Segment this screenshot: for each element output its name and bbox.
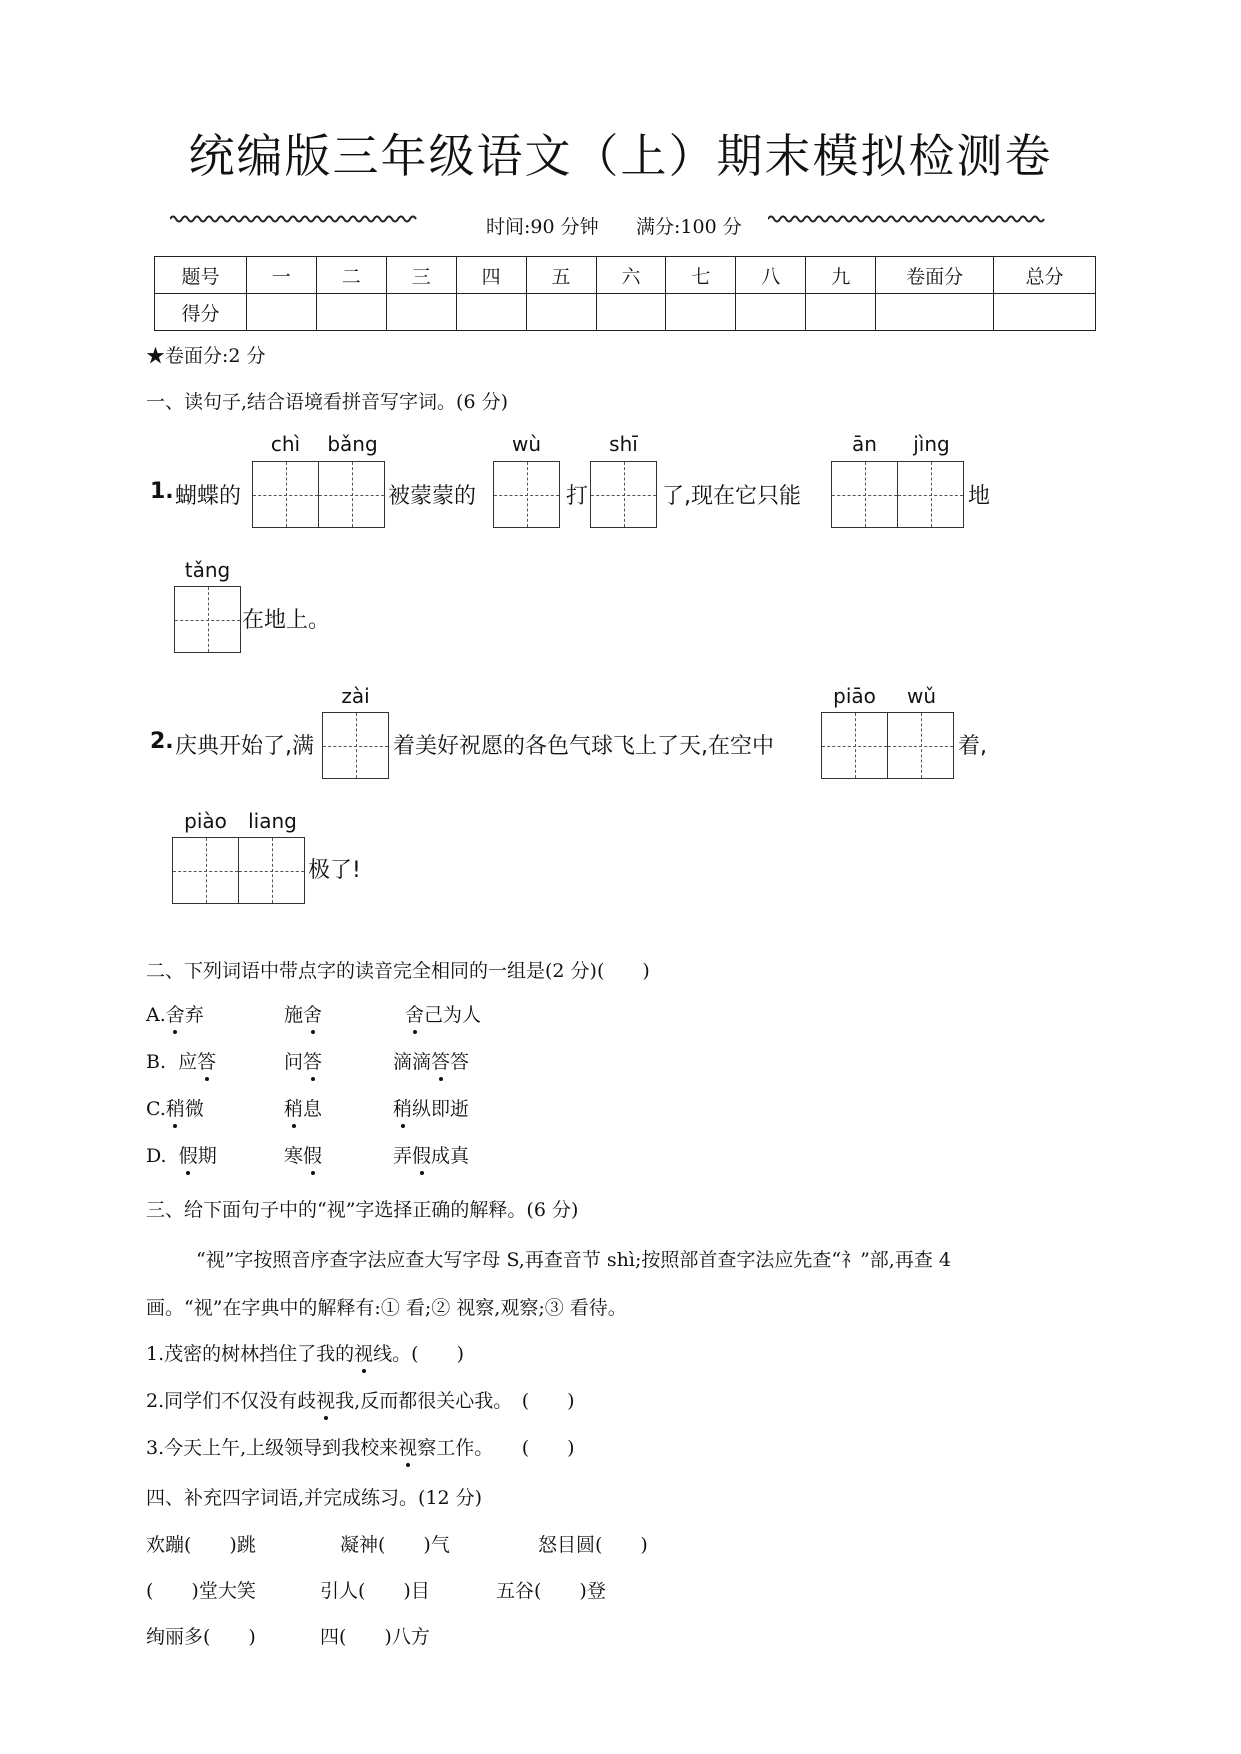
idiom-blank[interactable]: 绚丽多( ) bbox=[146, 1626, 256, 1648]
option-b[interactable]: B. 应答 bbox=[146, 1047, 216, 1074]
idiom-blank[interactable]: 五谷( )登 bbox=[496, 1580, 606, 1602]
answer-box[interactable] bbox=[887, 712, 954, 779]
decorative-wave-right bbox=[768, 213, 1046, 225]
option-b-word-3: 滴滴答答 bbox=[393, 1047, 469, 1074]
q2-text-1: 庆典开始了,满 bbox=[175, 734, 314, 759]
pinyin: zài bbox=[341, 684, 370, 708]
option-label: C. bbox=[146, 1098, 166, 1120]
answer-box[interactable] bbox=[831, 461, 898, 528]
header-cell: 六 bbox=[596, 257, 666, 294]
pinyin: tǎng bbox=[184, 558, 231, 582]
pinyin: ān bbox=[852, 432, 877, 456]
pinyin: piào bbox=[184, 809, 227, 833]
option-label: B. bbox=[146, 1051, 167, 1073]
option-d-word-2: 寒假 bbox=[284, 1141, 322, 1168]
score-cell[interactable] bbox=[386, 294, 456, 331]
q1-text-1: 蝴蝶的 bbox=[175, 484, 242, 509]
question-item: 2.同学们不仅没有歧视我,反而都很关心我。 ( ) bbox=[146, 1386, 575, 1413]
header-cell: 九 bbox=[806, 257, 876, 294]
answer-box[interactable] bbox=[322, 712, 389, 779]
answer-box[interactable] bbox=[174, 586, 241, 653]
option-d[interactable]: D. 假期 bbox=[146, 1141, 217, 1168]
answer-box[interactable] bbox=[238, 837, 305, 904]
idiom-blank[interactable]: 凝神( )气 bbox=[340, 1534, 450, 1556]
option-a-word-2: 施舍 bbox=[284, 1000, 322, 1027]
option-b-word-2: 问答 bbox=[284, 1047, 322, 1074]
answer-box[interactable] bbox=[172, 837, 239, 904]
header-cell: 七 bbox=[666, 257, 736, 294]
question-item: 1.茂密的树林挡住了我的视线。( ) bbox=[146, 1339, 464, 1366]
score-cell[interactable] bbox=[246, 294, 316, 331]
score-cell[interactable] bbox=[526, 294, 596, 331]
pinyin: jìng bbox=[913, 432, 950, 456]
pinyin: wù bbox=[511, 432, 542, 456]
option-c-word-2: 稍息 bbox=[284, 1094, 322, 1121]
header-cell: 三 bbox=[386, 257, 456, 294]
score-cell[interactable] bbox=[316, 294, 386, 331]
option-c[interactable]: C.稍微 bbox=[146, 1094, 204, 1121]
score-cell[interactable] bbox=[456, 294, 526, 331]
header-cell: 一 bbox=[246, 257, 316, 294]
q1-text-3: 打 bbox=[566, 484, 589, 509]
idiom-blank[interactable]: 四( )八方 bbox=[320, 1626, 430, 1648]
page-title: 统编版三年级语文（上）期末模拟检测卷 bbox=[188, 129, 1053, 183]
option-label: A. bbox=[146, 1004, 166, 1026]
option-c-word-3: 稍纵即逝 bbox=[393, 1094, 469, 1121]
answer-box[interactable] bbox=[590, 461, 657, 528]
pinyin: bǎng bbox=[327, 432, 378, 456]
pinyin: chì bbox=[270, 432, 301, 456]
q1-number: 1. bbox=[150, 479, 174, 504]
score-table bbox=[154, 256, 1096, 331]
answer-box[interactable] bbox=[318, 461, 385, 528]
score-cell[interactable] bbox=[994, 294, 1096, 331]
section-3-paragraph-line-1: “视”字按照音序查字法应查大写字母 S,再查音节 shì;按照部首查字法应先查“礻”部,再查 4 bbox=[196, 1249, 951, 1271]
score-cell[interactable] bbox=[806, 294, 876, 331]
header-cell: 四 bbox=[456, 257, 526, 294]
score-cell[interactable] bbox=[666, 294, 736, 331]
option-a[interactable]: A.舍弃 bbox=[146, 1000, 204, 1027]
answer-box[interactable] bbox=[493, 461, 560, 528]
score-cell[interactable] bbox=[596, 294, 666, 331]
exam-time: 时间:90 分钟 bbox=[486, 216, 599, 238]
score-table-score-row bbox=[155, 294, 1096, 331]
header-cell: 五 bbox=[526, 257, 596, 294]
idiom-blank[interactable]: 引人( )目 bbox=[320, 1580, 430, 1602]
score-cell[interactable] bbox=[736, 294, 806, 331]
row-label: 得分 bbox=[155, 294, 247, 331]
option-label: D. bbox=[146, 1145, 167, 1167]
section-3-paragraph-line-2: 画。“视”在字典中的解释有:① 看;② 视察,观察;③ 看待。 bbox=[146, 1297, 627, 1319]
pinyin: wǔ bbox=[906, 684, 937, 708]
section-4-heading: 四、补充四字词语,并完成练习。(12 分) bbox=[146, 1487, 483, 1509]
decorative-wave-left bbox=[170, 213, 420, 225]
q1-text-4: 了,现在它只能 bbox=[662, 484, 801, 509]
answer-box[interactable] bbox=[897, 461, 964, 528]
answer-box[interactable] bbox=[252, 461, 319, 528]
answer-box[interactable] bbox=[821, 712, 888, 779]
q2-number: 2. bbox=[150, 729, 174, 754]
score-cell[interactable] bbox=[876, 294, 994, 331]
header-cell: 八 bbox=[736, 257, 806, 294]
presentation-score-note: ★卷面分:2 分 bbox=[146, 345, 266, 367]
section-1-heading: 一、读句子,结合语境看拼音写字词。(6 分) bbox=[146, 391, 508, 413]
exam-full-score: 满分:100 分 bbox=[636, 216, 742, 238]
header-cell: 卷面分 bbox=[876, 257, 994, 294]
section-2-heading: 二、下列词语中带点字的读音完全相同的一组是(2 分)( ) bbox=[146, 960, 650, 982]
option-d-word-3: 弄假成真 bbox=[393, 1141, 469, 1168]
q1-text-5: 地 bbox=[968, 484, 991, 509]
section-3-heading: 三、给下面句子中的“视”字选择正确的解释。(6 分) bbox=[146, 1199, 579, 1221]
pinyin: liang bbox=[248, 809, 297, 833]
header-cell: 二 bbox=[316, 257, 386, 294]
header-cell: 总分 bbox=[994, 257, 1096, 294]
pinyin: piāo bbox=[833, 684, 876, 708]
idiom-blank[interactable]: 怒目圆( ) bbox=[538, 1534, 648, 1556]
question-item: 3.今天上午,上级领导到我校来视察工作。 ( ) bbox=[146, 1433, 575, 1460]
idiom-blank[interactable]: 欢蹦( )跳 bbox=[146, 1534, 256, 1556]
q2-text-3: 着, bbox=[958, 734, 987, 759]
option-a-word-3: 舍己为人 bbox=[405, 1000, 481, 1027]
pinyin: shī bbox=[609, 432, 638, 456]
idiom-blank[interactable]: ( )堂大笑 bbox=[146, 1580, 256, 1602]
q1-text-2: 被蒙蒙的 bbox=[388, 484, 477, 509]
q1-text-6: 在地上。 bbox=[242, 608, 331, 633]
score-table-header-row bbox=[155, 257, 1096, 294]
q2-text-2: 着美好祝愿的各色气球飞上了天,在空中 bbox=[393, 734, 774, 759]
q2-text-4: 极了! bbox=[308, 858, 361, 883]
header-cell: 题号 bbox=[155, 257, 247, 294]
